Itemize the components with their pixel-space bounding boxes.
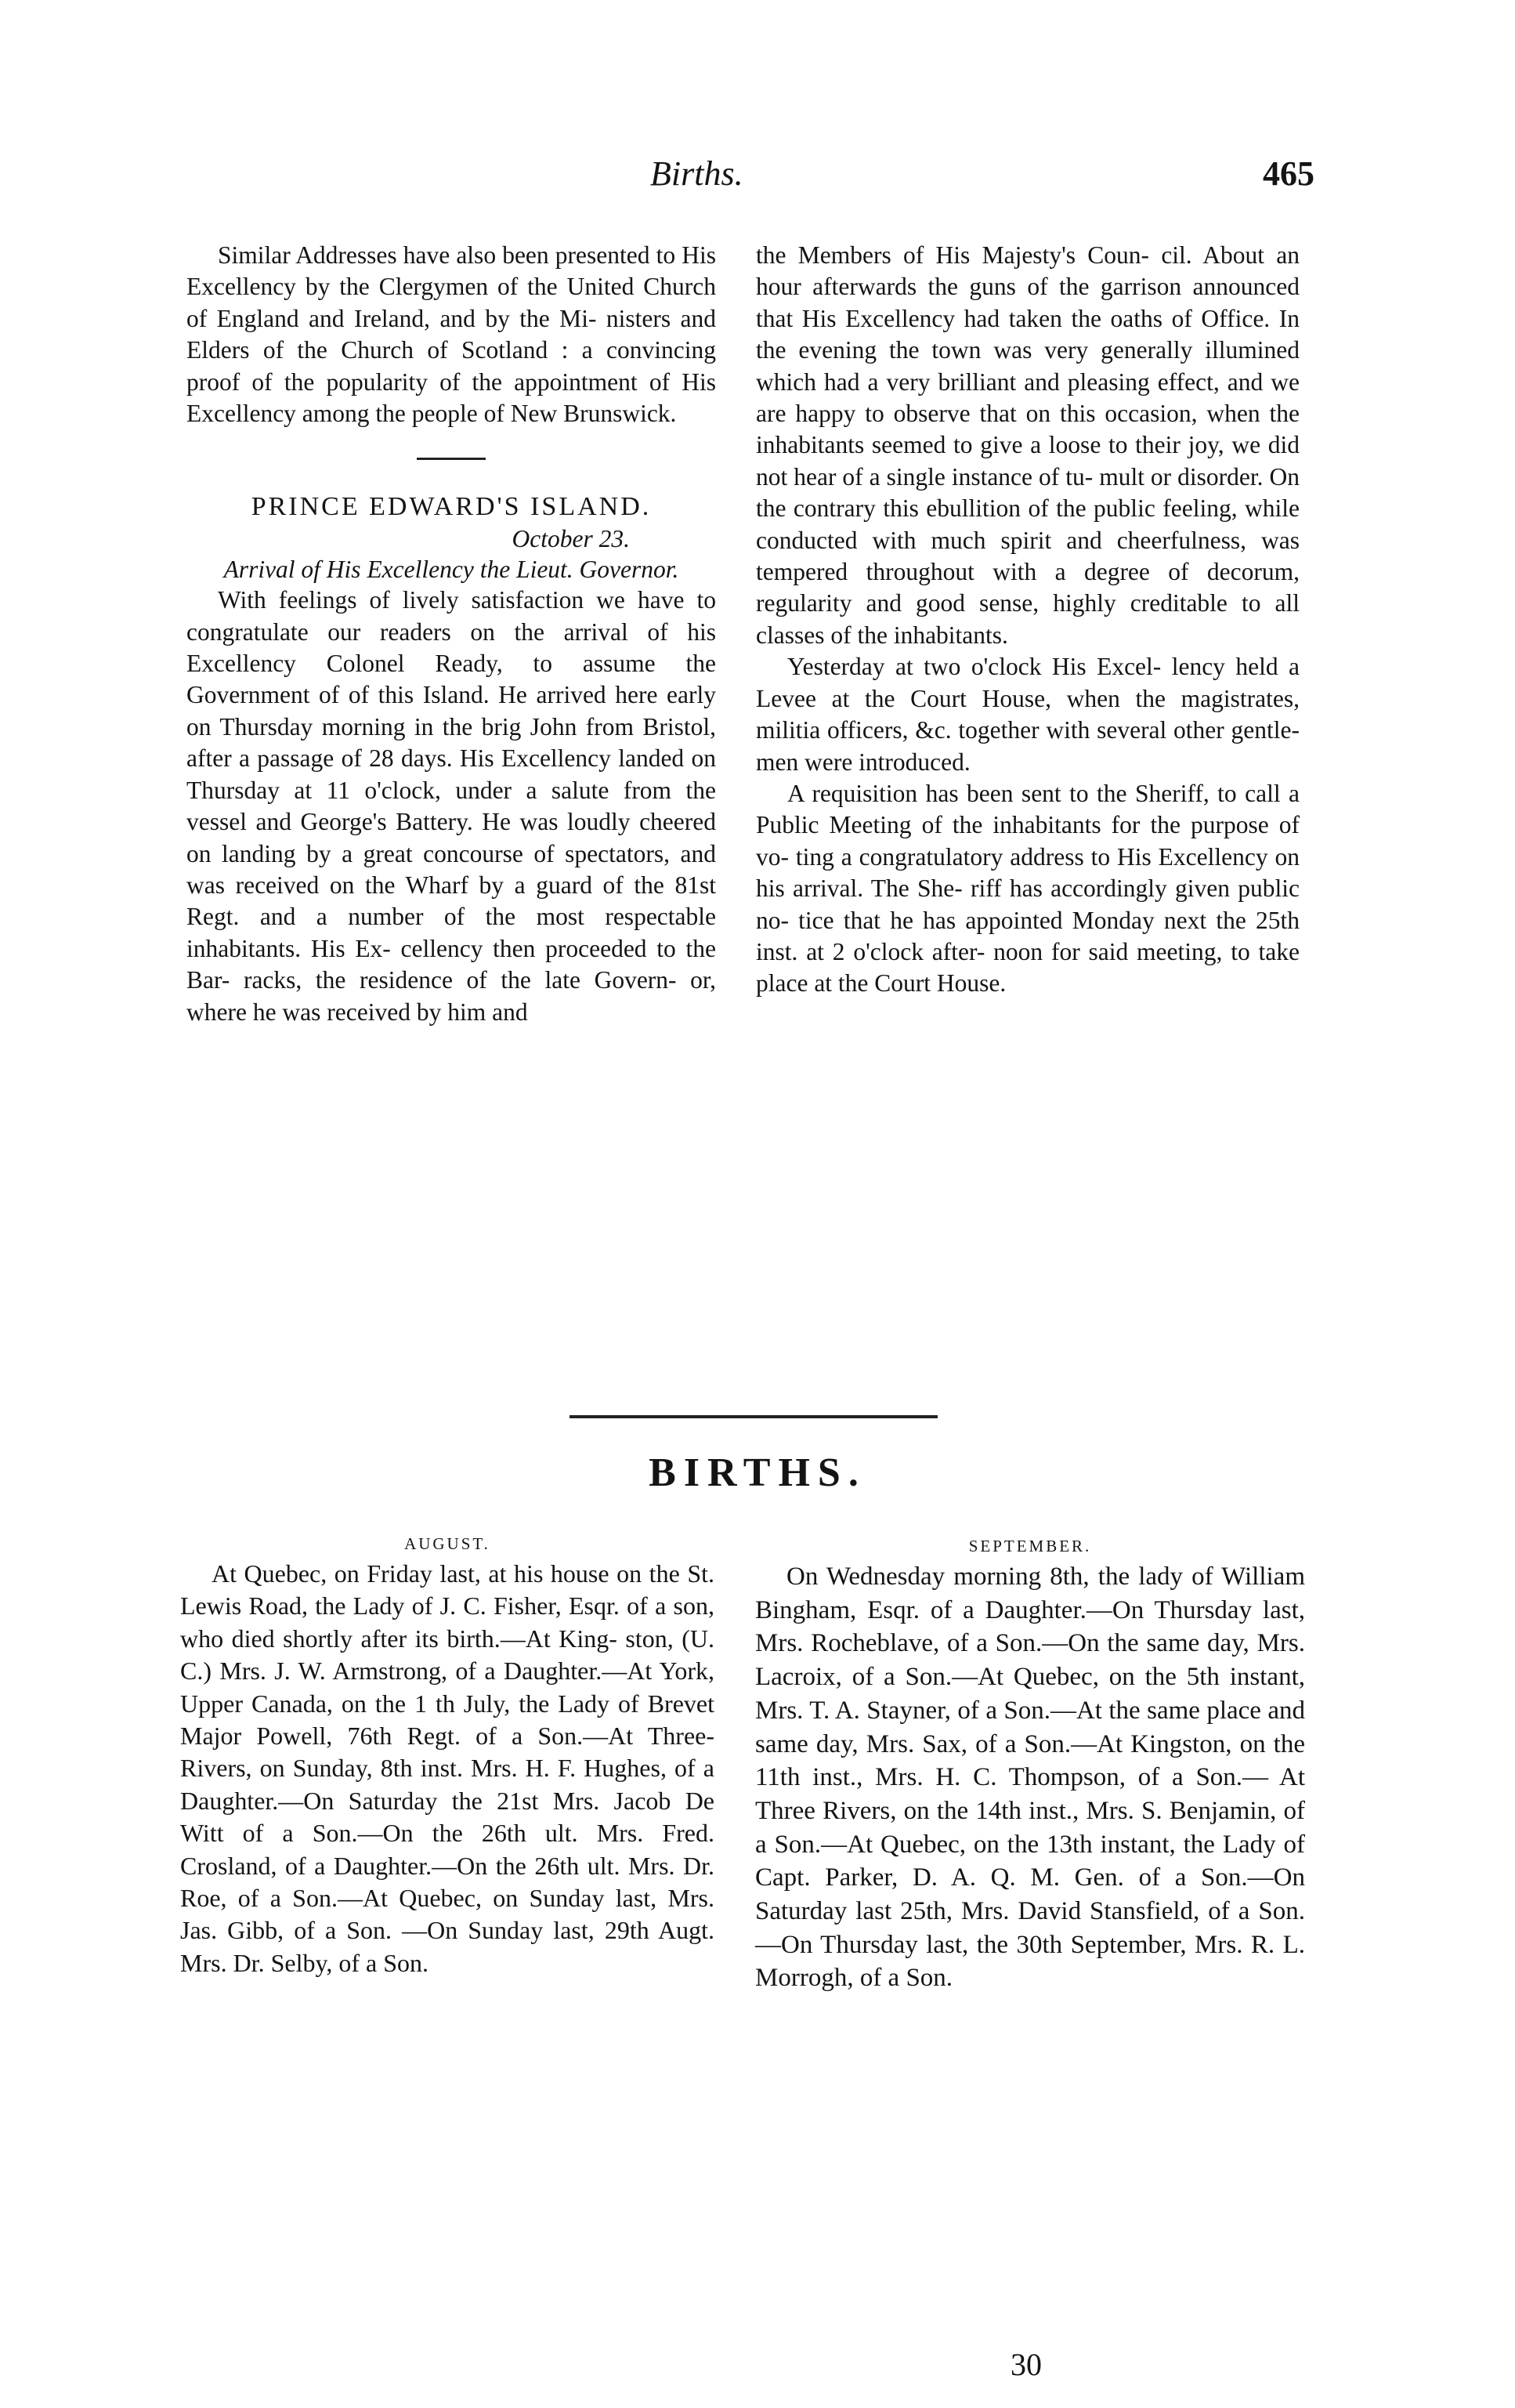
- august-label: AUGUST.: [404, 1534, 490, 1553]
- september-births: On Wednesday morning 8th, the lady of William Bingham, Esqr. of a Daughter.—On Thursday last, Mrs. Rocheblave, of a Son.—On the same day, Mrs. Lacroix, of a Son.—At Quebec, on the 5th instant, Mrs. T. A. Stayner, of a Son.—At the same place and same day, Mrs. Sax, of a Son.—At Kingston, on the 11th inst., Mrs. H. C. Thompson, of a Son.— At Three Rivers, on the 14th inst., Mrs. S. Benjamin, of a Son.—At Quebec, on the 13th instant, the Lady of Capt. Parker, D. A. Q. M. Gen. of a Son.—On Saturday last 25th, Mrs. David Stansfield, of a Son.—On Thursday last, the 30th September, Mrs. R. L. Morrogh, of a Son.: [755, 1562, 1305, 1993]
- dateline: October 23.: [512, 524, 630, 552]
- page-number: 465: [1263, 154, 1314, 193]
- requisition-paragraph: A requisition has been sent to the Sheriff, to call a Public Meeting of the inhabitants for the purpose of vo- ting a congratulatory address to His Excellency on his arrival. The She- riff has accordingly given public no- tice that he has appointed Monday next the 25th inst. at 2 o'clock after- noon for said meeting, to take place at the Court House.: [756, 779, 1300, 998]
- top-left-column: [186, 240, 716, 1028]
- births-divider: [569, 1415, 938, 1418]
- august-column: [180, 1530, 714, 1979]
- section-divider: [417, 458, 486, 460]
- august-births: At Quebec, on Friday last, at his house on the St. Lewis Road, the Lady of J. C. Fisher, Esqr. of a son, who died shortly after its birth.—At King- ston, (U. C.) Mrs. J. W. Armstrong, of a Daughter.—At York, Upper Canada, on the 1 th July, the Lady of Brevet Major Powell, 76th Regt. of a Son.—At Three-Rivers, on Sunday, 8th inst. Mrs. H. F. Hughes, of a Daughter.—On Saturday the 21st Mrs. Jacob De Witt of a Son.—On the 26th ult. Mrs. Fred. Crosland, of a Daughter.—On the 26th ult. Mrs. Dr. Roe, of a Son.—At Quebec, on Sunday last, Mrs. Jas. Gibb, of a Son. —On Sunday last, 29th Augt. Mrs. Dr. Selby, of a Son.: [180, 1559, 714, 1977]
- top-right-column: [756, 240, 1300, 1000]
- arrival-paragraph: With feelings of lively satisfaction we have to congratulate our readers on the arrival of his Excellency Colonel Ready, to assume the Government of of this Island. He arrived here early on Thursday morning in the brig John from Bristol, after a passage of 28 days. His Excellency landed on Thursday at 11 o'clock, under a salute from the vessel and George's Battery. He was loudly cheered on landing by a great concourse of spectators, and was received on the Wharf by a guard of the 81st Regt. and a number of the most respectable inhabitants. His Ex- cellency then proceeded to the Bar- racks, the residence of the late Govern- or, where he was received by him and: [186, 586, 716, 1026]
- section-heading: PRINCE EDWARD'S ISLAND.: [251, 492, 652, 522]
- running-head: [0, 154, 1515, 201]
- births-heading: BIRTHS.: [649, 1450, 866, 1495]
- running-title: Births.: [650, 154, 743, 193]
- new-brunswick-paragraph: Similar Addresses have also been presented to His Excellency by the Clergymen of the United Church of England and Ireland, and by the Mi- nisters and Elders of the Church of Scotland : a convincing proof of the popularity of the appointment of His Excellency among the people of New Brunswick.: [186, 241, 716, 428]
- september-label: SEPTEMBER.: [968, 1537, 1092, 1555]
- september-column: [755, 1532, 1305, 1995]
- continuation-paragraph: the Members of His Majesty's Coun- cil. About an hour afterwards the guns of the garrison announced that His Excellency had taken the oaths of Office. In the evening the town was very generally illumined which had a very brilliant and pleasing effect, and we are happy to observe that on this occasion, when the inhabitants seemed to give a loose to their joy, we did not hear of a single instance of tu- mult or disorder. On the contrary this ebullition of the public feeling, while conducted with much spirit and cheerfulness, was tempered throughout with a degree of decorum, regularity and good sense, highly creditable to all classes of the inhabitants.: [756, 241, 1300, 649]
- subheading: Arrival of His Excellency the Lieut. Governor.: [223, 556, 679, 584]
- levee-paragraph: Yesterday at two o'clock His Excel- lency held a Levee at the Court House, when the magistrates, militia officers, &c. together with several other gentle- men were introduced.: [756, 653, 1300, 776]
- signature-mark: 30: [1011, 2347, 1042, 2382]
